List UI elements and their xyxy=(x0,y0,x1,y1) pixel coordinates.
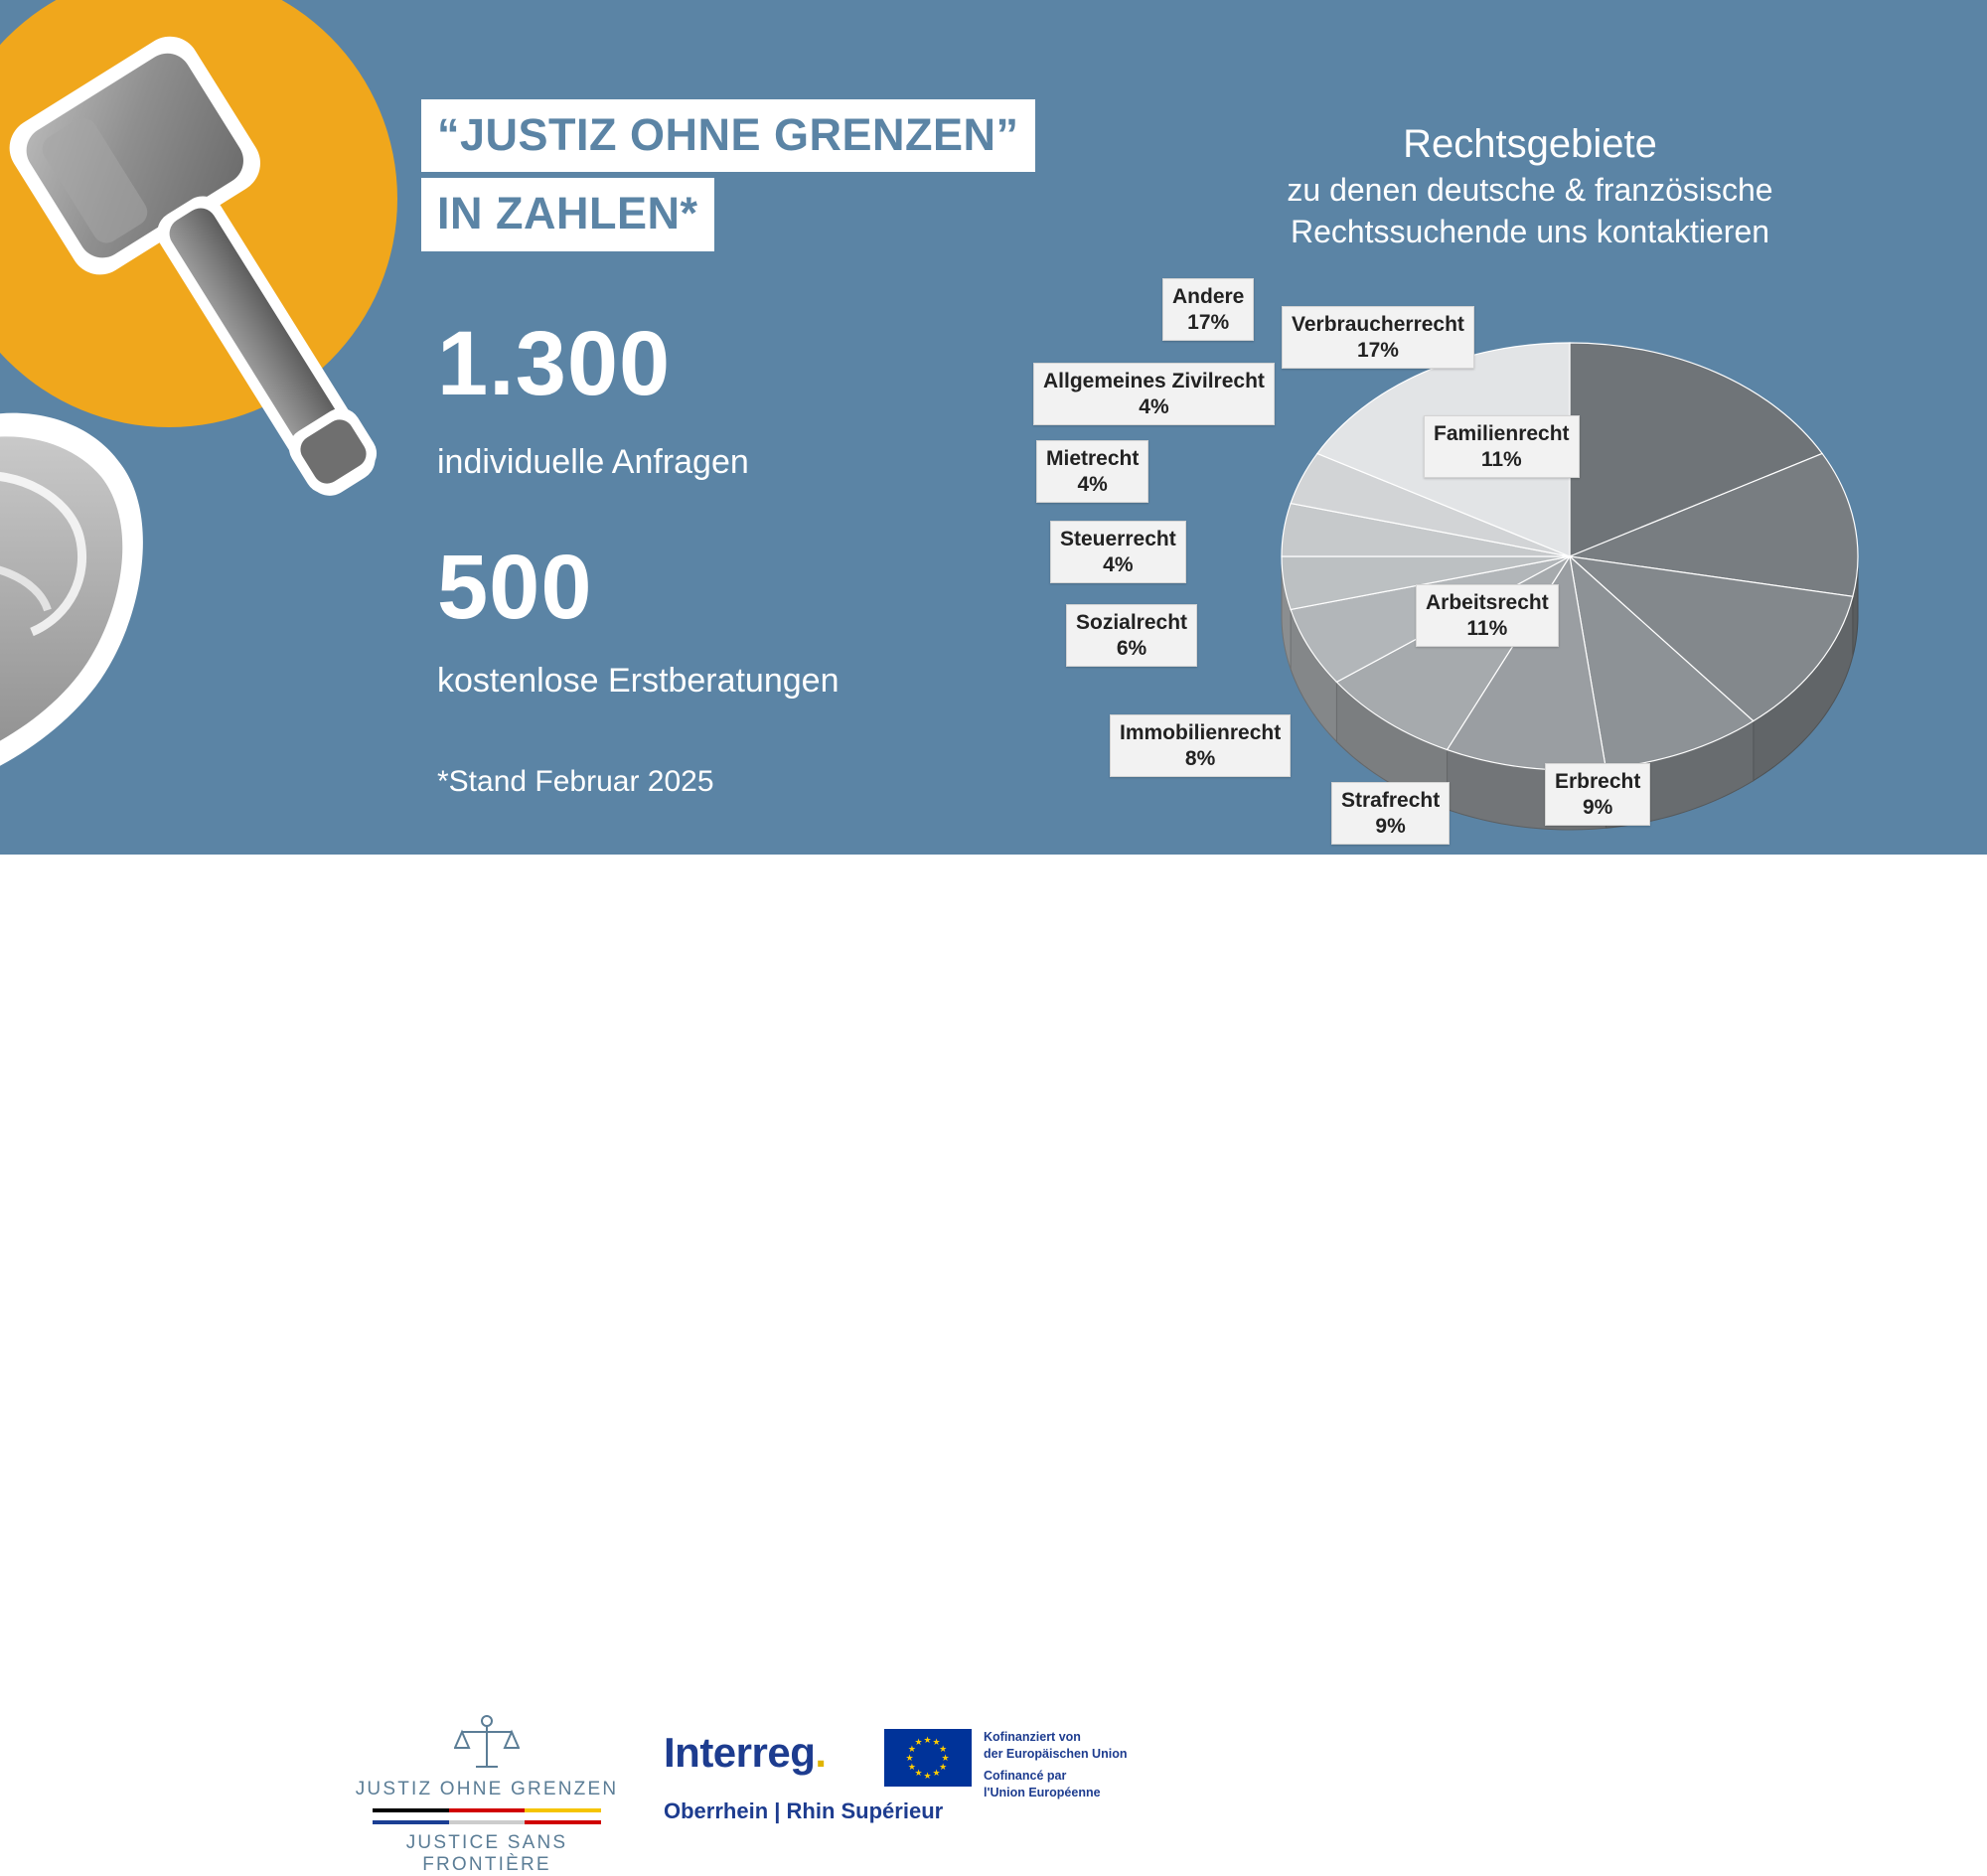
pie-label-strafrecht: Strafrecht 9% xyxy=(1331,782,1450,845)
pie-pct-strafrecht: 9% xyxy=(1375,814,1406,838)
chart-title xyxy=(1143,119,1917,252)
eu-star: ★ xyxy=(907,1761,916,1772)
pie-pct-sozialrecht: 6% xyxy=(1116,636,1147,660)
pie-label-arbeitsrecht: Arbeitsrecht 11% xyxy=(1416,584,1559,647)
interreg-wordmark: Interreg. xyxy=(664,1729,827,1776)
chart-title-line-1: Rechtsgebiete xyxy=(1403,122,1657,166)
logo-label-fr: JUSTICE SANS FRONTIÈRE xyxy=(405,1832,568,1875)
logo-label-de: JUSTIZ OHNE GRENZEN xyxy=(355,1779,619,1799)
eu-star: ★ xyxy=(939,1761,948,1772)
pie-label-immobilienrecht: Immobilienrecht 8% xyxy=(1110,714,1291,777)
pie-label-sozialrecht: Sozialrecht 6% xyxy=(1066,604,1197,667)
eu-star: ★ xyxy=(941,1752,950,1763)
chart-title-line-3: Rechtssuchende uns kontaktieren xyxy=(1290,214,1770,250)
pie-label-familienrecht: Familienrecht 11% xyxy=(1424,415,1580,478)
eu-star: ★ xyxy=(939,1743,948,1754)
footer-logo-strip xyxy=(0,855,1987,1875)
headline xyxy=(421,99,1176,257)
gavel-hand-icon xyxy=(0,10,387,825)
pie-label-erbrecht: Erbrecht 9% xyxy=(1545,763,1650,826)
pie-label-andere: Andere 17% xyxy=(1162,278,1254,341)
pie-pct-mietrecht: 4% xyxy=(1077,472,1108,496)
flag-germany-bar xyxy=(373,1808,601,1812)
scales-of-justice-icon xyxy=(454,1714,520,1774)
logo-eu-funding xyxy=(884,1729,1127,1801)
chart-title-line-2: zu denen deutsche & französische xyxy=(1287,172,1773,208)
flag-france-bar xyxy=(373,1820,601,1824)
pie-pct-familienrecht: 11% xyxy=(1480,447,1522,471)
pie-pct-allgemeines-zivilrecht: 4% xyxy=(1139,394,1169,418)
pie-label-verbraucherrecht: Verbraucherrecht 17% xyxy=(1282,306,1474,369)
eu-star: ★ xyxy=(923,1770,932,1781)
gavel-illustration xyxy=(0,0,417,855)
headline-line-1: “JUSTIZ OHNE GRENZEN” xyxy=(421,99,1035,172)
stat-requests-label: individuelle Anfragen xyxy=(437,443,749,481)
pie-pct-arbeitsrecht: 11% xyxy=(1466,616,1508,640)
interreg-dot: . xyxy=(815,1729,827,1776)
interreg-region-label: Oberrhein | Rhin Supérieur xyxy=(664,1798,944,1823)
footnote-date: *Stand Februar 2025 xyxy=(437,765,714,798)
eu-star: ★ xyxy=(932,1768,941,1779)
headline-line-2: IN ZAHLEN* xyxy=(421,178,714,250)
pie-pct-steuerrecht: 4% xyxy=(1103,552,1134,576)
pie-label-steuerrecht: Steuerrecht 4% xyxy=(1050,521,1186,583)
logo-justiz-ohne-grenzen xyxy=(353,1714,621,1876)
pie-pct-verbraucherrecht: 17% xyxy=(1356,338,1399,362)
stat-consultations-label: kostenlose Erstberatungen xyxy=(437,662,840,700)
stat-consultations-value: 500 xyxy=(437,537,593,638)
eu-star: ★ xyxy=(907,1743,916,1754)
pie-pct-immobilienrecht: 8% xyxy=(1184,746,1216,770)
pie-pct-andere: 17% xyxy=(1187,310,1230,334)
pie-pct-erbrecht: 9% xyxy=(1583,795,1613,819)
pie-label-mietrecht: Mietrecht 4% xyxy=(1036,440,1148,503)
eu-funding-text: Kofinanziert von der Europäischen Union Cofinancé par l'Union Européenne xyxy=(984,1730,1128,1799)
eu-star: ★ xyxy=(914,1768,923,1779)
stat-requests-value: 1.300 xyxy=(437,313,672,414)
pie-label-allgemeines-zivilrecht: Allgemeines Zivilrecht 4% xyxy=(1033,363,1275,425)
eu-star: ★ xyxy=(914,1736,923,1747)
eu-star: ★ xyxy=(932,1736,941,1747)
eu-star: ★ xyxy=(905,1752,914,1763)
eu-star: ★ xyxy=(923,1734,932,1745)
eu-flag-icon xyxy=(884,1729,972,1787)
